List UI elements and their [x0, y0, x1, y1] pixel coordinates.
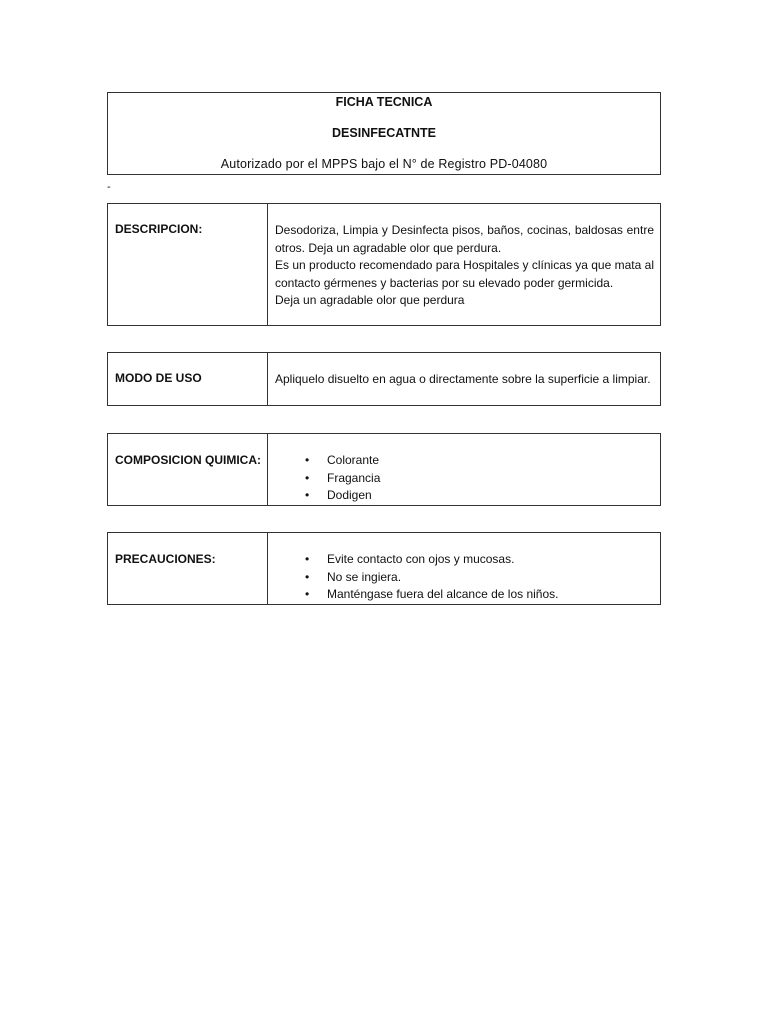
modo-de-uso-text: Apliquelo disuelto en agua o directamente sobre la superficie a limpiar.: [275, 372, 651, 386]
precauciones-content: [268, 533, 660, 604]
list-item: [305, 470, 654, 488]
list-item: [305, 487, 654, 505]
product-name: DESINFECATNTE: [332, 126, 436, 140]
modo-de-uso-label: MODO DE USO: [108, 353, 268, 405]
list-item-text: Colorante: [327, 453, 380, 467]
list-item-text: Evite contacto con ojos y mucosas.: [327, 552, 515, 566]
list-item-text: Manténgase fuera del alcance de los niños.: [327, 587, 559, 601]
descripcion-paragraph: Es un producto recomendado para Hospitales y clínicas ya que mata al contacto gérmenes y bacterias por su elevado poder germicida.: [275, 258, 654, 290]
list-item-text: No se ingiera.: [327, 569, 402, 584]
separator-dash: -: [107, 181, 111, 193]
precauciones-label: PRECAUCIONES:: [108, 533, 268, 604]
bullet-icon: •: [305, 552, 310, 566]
list-item: [305, 452, 654, 470]
bullet-icon: •: [305, 569, 310, 584]
descripcion-content: [268, 204, 660, 325]
document-title: FICHA TECNICA: [335, 95, 433, 109]
descripcion-paragraph: Desodoriza, Limpia y Desinfecta pisos, baños, cocinas, baldosas entre otros. Deja un agradable olor que perdura.: [275, 223, 654, 255]
list-item: [305, 586, 654, 604]
list-item: [305, 569, 654, 587]
bullet-icon: •: [305, 587, 310, 601]
header-box: [107, 92, 661, 175]
bullet-icon: •: [305, 453, 310, 467]
composicion-row: [107, 433, 661, 506]
authorization-text: Autorizado por el MPPS bajo el N° de Registro PD-04080: [220, 157, 548, 171]
modo-de-uso-row: [107, 352, 661, 406]
precauciones-row: [107, 532, 661, 605]
composicion-content: [268, 434, 660, 505]
list-item-text: Dodigen: [327, 488, 372, 502]
descripcion-paragraph: Deja un agradable olor que perdura: [275, 293, 465, 307]
list-item-text: Fragancia: [327, 470, 381, 485]
list-item: [305, 551, 654, 569]
bullet-icon: •: [305, 470, 310, 485]
bullet-icon: •: [305, 488, 310, 502]
descripcion-label: DESCRIPCION:: [108, 204, 268, 325]
composicion-list: [275, 452, 654, 505]
composicion-label: COMPOSICION QUIMICA:: [108, 434, 268, 505]
precauciones-list: [275, 551, 654, 604]
descripcion-row: [107, 203, 661, 326]
